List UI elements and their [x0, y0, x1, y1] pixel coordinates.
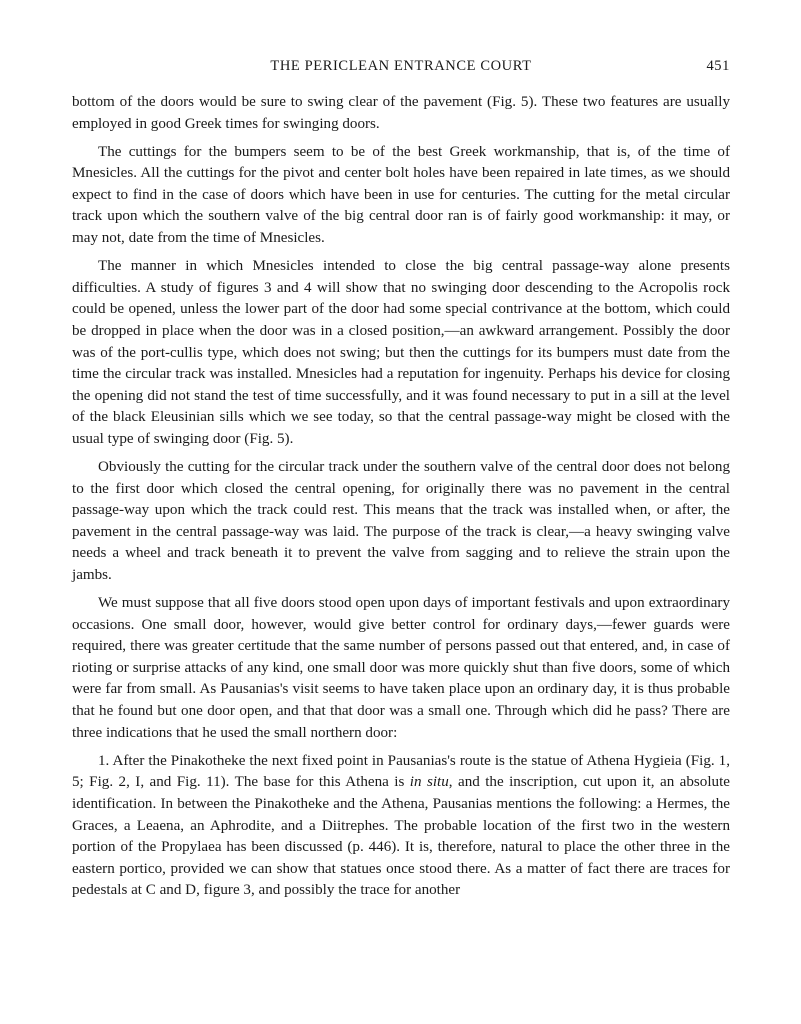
emphasis-in-situ: in situ	[409, 774, 449, 791]
paragraph-five-doors: We must suppose that all five doors stood open upon days of important festivals and upon extraordinary occasions. One small door, however, would give better control for ordinary days,—fewer guards were required, there was greater certitude that the same number of persons passed out that entered, and, in case of rioting or surprise attacks of any kind, one small door was more quickly shut than five doors, some of which were far from small. As Pausanias's visit seems to have taken place upon an ordinary day, it is thus probable that he found but one door open, and that that door was a small one. Through which did he pass? There are three indications that he used the small northern door:	[72, 595, 730, 741]
paragraph-continuation: bottom of the doors would be sure to swing clear of the pavement (Fig. 5). These two features are usually employed in good Greek times for swinging doors.	[72, 94, 730, 132]
paragraph-central-passage: The manner in which Mnesicles intended to close the big central passage-way alone presents difficulties. A study of figures 3 and 4 will show that no swinging door descending to the Acropolis rock could be opened, unless the lower part of the door had some special contrivance at the bottom, which could be dropped in place when the door was in a closed position,—an awkward arrangement. Possibly the door was of the port-cullis type, which does not swing; but then the cuttings for its bumpers must date from the time the circular track was installed. Mnesicles had a reputation for ingenuity. Perhaps his device for closing the opening did not stand the test of time successfully, and it was found necessary to put in a sill at the level of the black Eleusinian sills which we see today, so that the central passage-way might be closed with the usual type of swinging door (Fig. 5).	[72, 258, 730, 447]
paragraph-text-after: , and the inscription, cut upon it, an absolute identification. In between the Pinakotheke and the Athena, Pausanias mentions the following: a Hermes, the Graces, a Leaena, an Aphrodite, and a Diitrephes. The probable location of the first two in the western portion of the Propylaea has been discussed (p. 446). It is, therefore, natural to place the other three in the eastern portico, provided we can show that statues once stood there. As a matter of fact there are traces for pedestals at C and D, figure 3, and possibly the trace for another	[72, 774, 730, 899]
paragraph-text-before: 1. After the Pinakotheke the next fixed point in Pausanias's route is the statue of Athena Hygieia (Fig. 1, 5; Fig. 2, I, and Fig. 11). The base for this Athena is	[72, 752, 730, 791]
running-head	[72, 58, 730, 80]
paragraph-circular-track: Obviously the cutting for the circular track under the southern valve of the central door does not belong to the first door which closed the central opening, for originally there was no pavement in the central passage-way upon which the track could rest. This means that the track was installed when, or after, the pavement in the central passage-way was laid. The purpose of the track is clear,—a heavy swinging valve needs a wheel and track beneath it to prevent the valve from sagging and to relieve the strain upon the jambs.	[72, 459, 730, 583]
running-title: THE PERICLEAN ENTRANCE COURT	[270, 58, 532, 74]
paragraph-athena-hygieia	[72, 751, 730, 902]
paragraph-bumper-cuttings: The cuttings for the bumpers seem to be of the best Greek workmanship, that is, of the time of Mnesicles. All the cuttings for the pivot and center bolt holes have been repaired in late times, as we should expect to find in the case of doors which have been in use for centuries. The cutting for the metal circular track upon which the southern valve of the big central door ran is of fairly good workmanship: it may, or may not, date from the time of Mnesicles.	[72, 143, 730, 247]
body-text	[72, 92, 730, 908]
page-number: 451	[706, 58, 730, 74]
